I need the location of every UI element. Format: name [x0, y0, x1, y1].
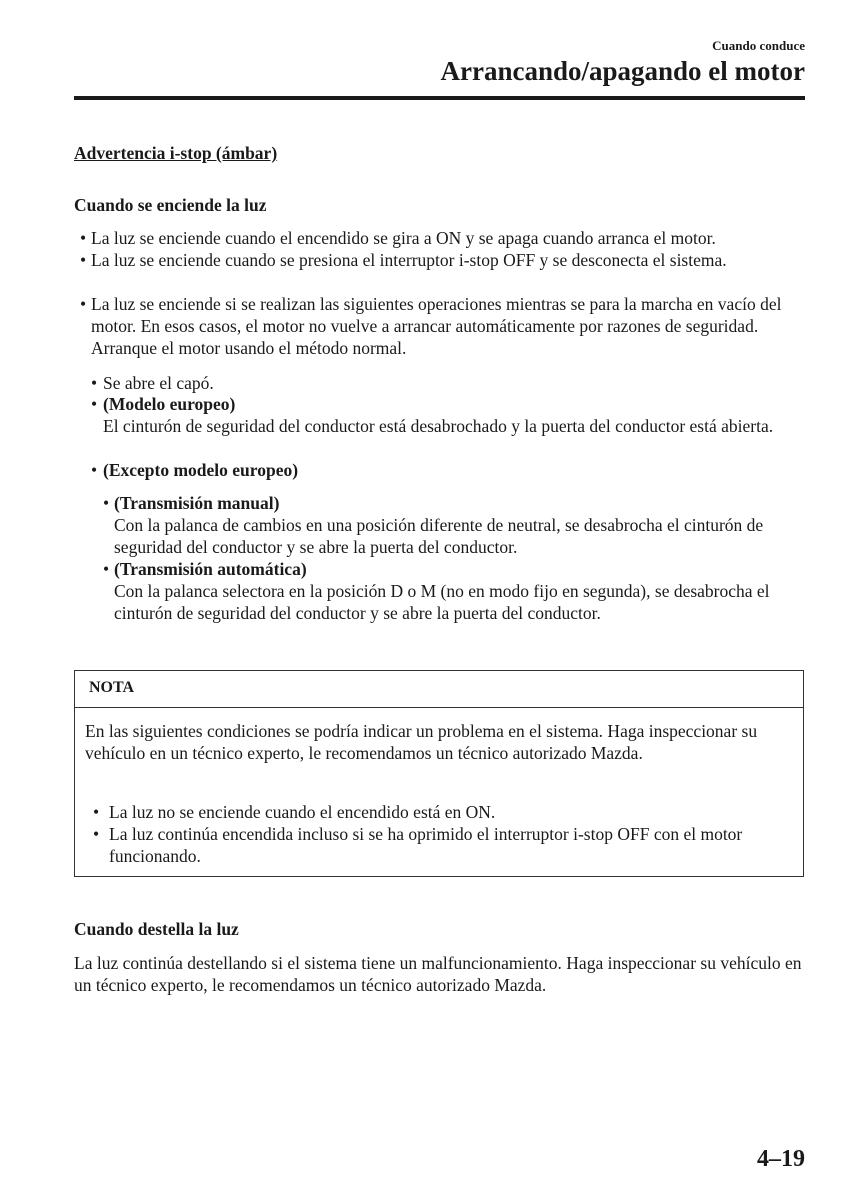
bullet-icon: • [80, 250, 87, 270]
list-item-text: El cinturón de seguridad del conductor está desabrochado y la puerta del conductor está abierta. [103, 416, 774, 436]
list-item-text: La luz continúa encendida incluso si se ha oprimido el interruptor i-stop OFF con el motor funcionando. [109, 824, 743, 866]
page-title: Arrancando/apagando el motor [440, 56, 805, 86]
note-title: NOTA [89, 679, 135, 696]
list-item-text: Con la palanca de cambios en una posición diferente de neutral, se desabrocha el cinturón de seguridad del conductor y se abre la puerta del conductor. [114, 515, 764, 557]
list-item-label: (Transmisión automática) [114, 559, 307, 579]
bullet-icon: • [103, 493, 110, 513]
bullet-icon: • [80, 294, 87, 314]
list-item-text: La luz se enciende cuando se presiona el interruptor i-stop OFF y se desconecta el sistema. [91, 250, 727, 270]
list-item-label: (Modelo europeo) [103, 394, 236, 414]
list-item-european [91, 393, 801, 437]
list-item-label: (Excepto modelo europeo) [103, 460, 299, 480]
subsection-heading-light-flash: Cuando destella la luz [74, 919, 239, 939]
bullet-icon: • [93, 824, 100, 844]
subsection-heading-light-on: Cuando se enciende la luz [74, 195, 267, 215]
list-item [80, 293, 790, 359]
page-number: 4–19 [757, 1146, 805, 1172]
bullet-icon: • [91, 394, 98, 414]
header-section-label: Cuando conduce [712, 38, 805, 53]
list-item-non-european [91, 459, 791, 481]
list-item-automatic [103, 558, 783, 624]
note-header [75, 671, 803, 708]
list-item-text: Con la palanca selectora en la posición D o M (no en modo fijo en segunda), se desabrocha el cinturón de seguridad del conductor y se abre la puerta del conductor. [114, 581, 770, 623]
bullet-icon: • [103, 559, 110, 579]
list-item-manual [103, 492, 783, 558]
note-box [74, 670, 804, 877]
header-divider [74, 96, 805, 100]
list-item [80, 249, 760, 271]
note-list-item [93, 801, 783, 823]
bullet-icon: • [91, 460, 98, 480]
list-item-label: (Transmisión manual) [114, 493, 280, 513]
section-title: Advertencia i-stop (ámbar) [74, 143, 278, 163]
list-item-text: La luz no se enciende cuando el encendido está en ON. [109, 802, 496, 822]
bullet-icon: • [80, 228, 87, 248]
bullet-icon: • [91, 373, 98, 393]
note-intro: En las siguientes condiciones se podría indicar un problema en el sistema. Haga inspeccionar su vehículo en un técnico experto, le recomendamos un técnico autorizado Mazda. [85, 721, 758, 763]
list-item-hood [91, 372, 791, 394]
paragraph-flash: La luz continúa destellando si el sistema tiene un malfuncionamiento. Haga inspeccionar su vehículo en un técnico experto, le recomendamos un técnico autorizado Mazda. [74, 953, 802, 995]
bullet-icon: • [93, 802, 100, 822]
list-item-text: Se abre el capó. [103, 373, 214, 393]
list-item [80, 227, 805, 249]
note-list-item [93, 823, 783, 867]
list-item-text: La luz se enciende cuando el encendido se gira a ON y se apaga cuando arranca el motor. [91, 228, 716, 248]
list-item-text: La luz se enciende si se realizan las siguientes operaciones mientras se para la marcha en vacío del motor. En esos casos, el motor no vuelve a arrancar automáticamente por razones de seguridad. Arranque el motor usando el método normal. [91, 294, 782, 358]
